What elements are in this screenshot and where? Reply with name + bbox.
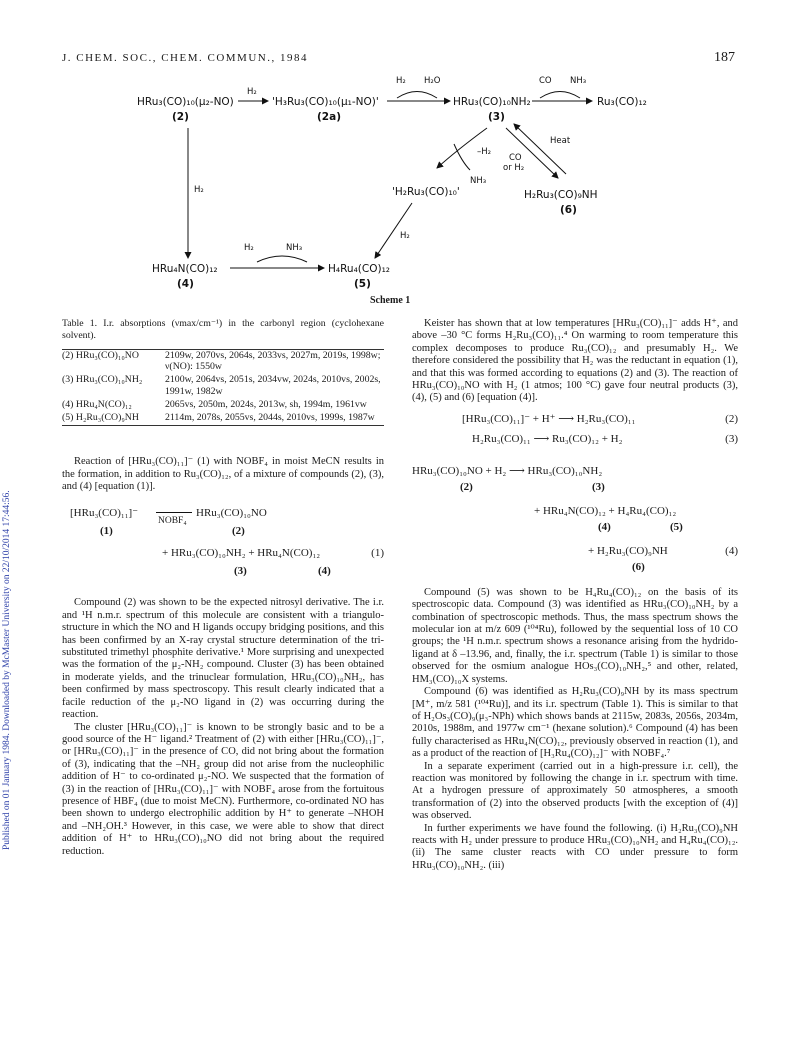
reagent-nh3-b: NH₃: [470, 176, 487, 186]
eq1-number: (1): [371, 547, 384, 560]
formula-3: HRu₃(CO)₁₀NH₂: [453, 96, 531, 108]
paragraph: Compound (2) was shown to be the expected nitrosyl derivative. The i.r. and ¹H n.m.r. spectrum of this molecule are consistent with a triangulo-structure in which the NO and H ligands occupy bridging positions, and this has been confirmed by an X-ray crystal structure determination of the tri-substituted trimethyl phosphite derivative.¹ More surprising and unexpected was the formation of the μ₂-NH₂ compound. Cluster (3) has been obtained in moderate yields, and the trinuclear formulation, HRu₃(CO)₁₀NH₂, has been confirmed by mass spectroscopy. This result clearly indicated that a facile reduction of the μ₂-NO ligand in (2) was occurring during the reaction.: [62, 597, 384, 721]
eq4-label-5: (5): [670, 520, 683, 533]
reagent-or-h2: or H₂: [503, 163, 525, 173]
eq4-line2: + HRu₄N(CO)₁₂ + H₄Ru₄(CO)₁₂: [534, 504, 677, 517]
eq1-label-4: (4): [318, 565, 331, 578]
formula-5: H₄Ru₄(CO)₁₂: [328, 263, 391, 275]
table-cell-data: 2114m, 2078s, 2055vs, 2044s, 2010vs, 1999s, 1987w: [165, 412, 375, 424]
table-cell-compound: (3) HRu₃(CO)₁₀NH₂: [62, 374, 143, 386]
page-header: [62, 52, 735, 68]
formula-h2ru3co10: 'H₂Ru₃(CO)₁₀': [392, 186, 460, 198]
label-2: (2): [172, 111, 189, 123]
formula-6: H₂Ru₃(CO)₉NH: [524, 189, 598, 201]
reagent-co-or: CO: [509, 153, 522, 163]
formula-ru3co12: Ru₃(CO)₁₂: [597, 96, 647, 108]
paragraph: In further experiments we have found the following. (i) H₂Ru₃(CO)₉NH reacts with H₂ under pressure to produce HRu₃(CO)₁₀NH₂ and H₄Ru₄(CO)₁₂. (ii) The same cluster reacts with CO under pressure to form HRu₃(CO)₁₀NH₂. (iii): [412, 822, 738, 871]
paragraph: Compound (6) was identified as H₂Ru₃(CO)₉NH by its mass spectrum [M⁺, m/z 581 (¹⁰⁴Ru)], and its i.r. spectrum (Table 1). This is similar to that of H₂Os₃(CO)₉(μ₃-NPh) which shows bands at 2115w, 2083s, 2056s, 2034m, 2010s, 1988m, and 1977w cm⁻¹ (hexane solution).⁶ Compound (4) has been fully characterised as HRu₄N(CO)₁₂, previously observed in reaction (1), and as a product of the reaction of [H₃Ru₄(CO)₁₂]⁻ with NOBF₄.⁷: [412, 686, 738, 760]
formula-2: HRu₃(CO)₁₀(μ₂-NO): [137, 96, 234, 108]
ir-table: [62, 349, 384, 426]
table-row: [62, 399, 384, 412]
eq2-number: (2): [725, 412, 738, 425]
reagent-h2-c: H₂: [194, 185, 204, 195]
left-column: [62, 318, 384, 858]
paragraph: Keister has shown that at low temperatures [HRu₃(CO)₁₁]⁻ adds H⁺, and above –30 °C forms H₂Ru₃(CO)₁₁.⁴ On warming to room temperature this complex decomposes to produce Ru₃(CO)₁₂ and presumably H₂. We therefore considered the possibility that H₂ was the reductant in equation (1), and that this was formed according to equations (2) and (3). The reaction of HRu₃(CO)₁₀NO with H₂ (1 atmos; 100 °C) gave four neutral products (3), (4), (5) and (6) [equation (4)].: [412, 318, 738, 404]
eq3-number: (3): [725, 432, 738, 445]
formula-4: HRu₄N(CO)₁₂: [152, 263, 218, 275]
eq3: H₂Ru₃(CO)₁₁ ⟶ Ru₃(CO)₁₂ + H₂: [472, 432, 623, 445]
eq4-label-4: (4): [598, 520, 611, 533]
table-row: [62, 374, 384, 398]
eq2: [HRu₃(CO)₁₁]⁻ + H⁺ ⟶ H₂Ru₃(CO)₁₁: [462, 412, 636, 425]
scheme-diagram: [62, 70, 742, 310]
table-cell-data: 2065vs, 2050m, 2024s, 2013w, sh, 1994m, 1961vw: [165, 398, 367, 410]
paragraph: In a separate experiment (carried out in a high-pressure i.r. cell), the reaction was monitored by following the change in i.r. spectrum with time. At a hydrogen pressure of approximately 50 atmospheres, a smooth transformation of (2) into the observed products [with the exception of (4)] was observed.: [412, 760, 738, 822]
curve-h2-h2o: [397, 92, 437, 99]
reagent-nh3-a: NH₃: [570, 76, 587, 86]
table-cell-data: 2100w, 2064vs, 2051s, 2034vw, 2024s, 2010vs, 2002s, 1991w, 1982w: [165, 374, 381, 397]
paragraph: The cluster [HRu₃(CO)₁₁]⁻ is known to be strongly basic and to be a good source of the H⁻ ligand.² Treatment of (2) with either [HRu₃(CO)₁₁]⁻, or [HRu₃(CO)₁₁]⁻ in the presence of CO, did not bring about the formation of (3), indicating that the –NH₂ group did not arise from the nucleophilic addition of H⁻ to co-ordinated μ₂-NO. We suspected that the formation of (3) in the reaction of [HRu₃(CO)₁₁]⁻ with NOBF₄ arose from the fortuitous presence of HBF₄ (due to moist MeCN). Furthermore, co-ordinated NO has been shown to undergo electrophilic addition by H⁺ to generate –NHOH and –NH₂OH.³ However, in this case, we were able to show that direct addition of H⁺ to HRu₃(CO)₁₀NO did not bring about the required reduction.: [62, 721, 384, 857]
equation-4: [412, 463, 738, 573]
right-column: [412, 318, 738, 872]
reagent-h2-a: H₂: [247, 87, 257, 97]
eq1-rhs: HRu₃(CO)₁₀NO: [196, 507, 267, 520]
eq1-label-3: (3): [234, 565, 247, 578]
reagent-minus-h2: –H₂: [477, 147, 492, 157]
reagent-h2-e: H₂: [244, 243, 254, 253]
reagent-heat: Heat: [550, 136, 571, 146]
eq1-lhs: [HRu₃(CO)₁₁]⁻: [70, 507, 139, 520]
eq4-number: (4): [725, 544, 738, 557]
paragraph: Compound (5) was shown to be H₄Ru₄(CO)₁₂ on the basis of its spectroscopic data. Compound (3) was identified as HRu₃(CO)₁₀NH₂ by a combination of spectroscopic methods. Thus, the mass spectrum shows the molecular ion at m/z 609 (¹⁰⁴Ru), followed by the sequential loss of 10 CO groups; the ¹H n.m.r. spectrum shows a resonance arising from the hydrido-ligand at δ –13.96, and, finally, the i.r. spectrum (Table 1) is similar to those observed for the osmium analogue HOs₃(CO)₁₀NH₂,⁵ and other, related, HM₃(CO)₁₀X systems.: [412, 586, 738, 685]
eq1-arrow: [156, 512, 192, 513]
paragraph: Reaction of [HRu₃(CO)₁₁]⁻ (1) with NOBF₄ in moist MeCN results in the formation, in addition to Ru₃(CO)₁₂, of a mixture of compounds (2), (3), and (4) [equation (1)].: [62, 456, 384, 493]
eq1-line2: + HRu₃(CO)₁₀NH₂ + HRu₄N(CO)₁₂: [162, 547, 321, 560]
label-3: (3): [488, 111, 505, 123]
table-cell-data: 2109w, 2070vs, 2064s, 2033vs, 2027m, 2019s, 1998w; ν(NO): 1550w: [165, 350, 381, 373]
table-row: [62, 412, 384, 426]
table-cell-compound: (4) HRu₄N(CO)₁₂: [62, 398, 132, 410]
table-caption: Table 1. I.r. absorptions (νmax/cm⁻¹) in the carbonyl region (cyclohexane solvent).: [62, 318, 384, 341]
equation-1: [62, 501, 384, 587]
table-cell-compound: (2) HRu₃(CO)₁₀NO: [62, 350, 139, 361]
label-6: (6): [560, 204, 577, 216]
label-4: (4): [177, 278, 194, 290]
eq1-label-1: (1): [100, 525, 113, 538]
formula-2a: 'H₃Ru₃(CO)₁₀(μ₁-NO)': [272, 96, 379, 108]
equations-2-3: [412, 411, 738, 451]
eq4-line1: HRu₃(CO)₁₀NO + H₂ ⟶ HRu₃(CO)₁₀NH₂: [412, 464, 603, 477]
reagent-co: CO: [539, 76, 552, 86]
eq4-label-6: (6): [632, 560, 645, 573]
eq1-reagent: NOBF₄: [158, 516, 187, 527]
label-5: (5): [354, 278, 371, 290]
label-2a: (2a): [317, 111, 341, 123]
curve-h2-nh3: [257, 256, 307, 262]
eq4-line3: + H₂Ru₃(CO)₉NH: [588, 544, 668, 557]
reaction-scheme: [62, 70, 742, 310]
scheme-title: Scheme 1: [370, 295, 411, 306]
journal-title: J. CHEM. SOC., CHEM. COMMUN., 1984: [62, 52, 308, 64]
reagent-h2-b: H₂: [396, 76, 406, 86]
curve-co-nh3: [540, 92, 580, 99]
reagent-h2o: H₂O: [424, 76, 441, 86]
download-watermark: Published on 01 January 1984. Downloaded by McMaster University on 22/10/2014 17:44:56.: [2, 490, 12, 850]
eq4-label-2: (2): [460, 480, 473, 493]
table-cell-compound: (5) H₂Ru₃(CO)₉NH: [62, 412, 139, 424]
eq1-label-2: (2): [232, 525, 245, 538]
eq4-label-3: (3): [592, 480, 605, 493]
curve-minus-h2: [454, 144, 470, 170]
page-number: 187: [714, 50, 735, 65]
table-row: [62, 350, 384, 375]
reagent-nh3-c: NH₃: [286, 243, 303, 253]
reagent-h2-d: H₂: [400, 231, 410, 241]
